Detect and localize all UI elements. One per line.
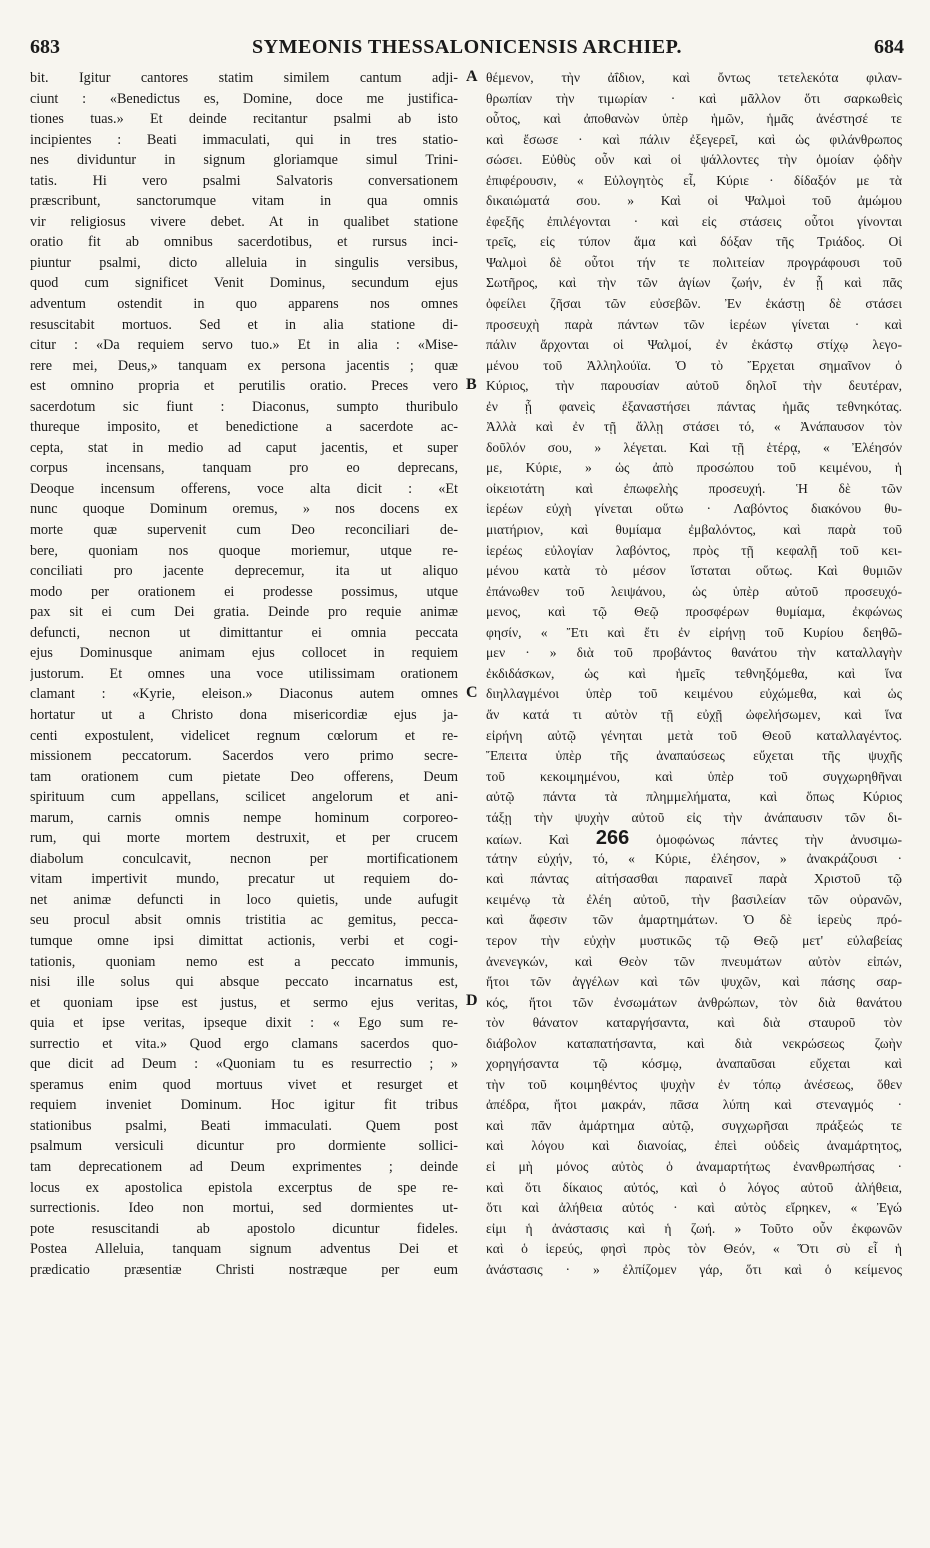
greek-text-line: φησίν, « Ἔτι καὶ ἔτι ἐν εἰρήνῃ τοῦ Κυρίου δεηθῶ- (486, 624, 902, 640)
latin-text-line: marum, carnis omnis nempe hominum corporeo- (30, 809, 458, 826)
greek-text-line: καὶ ὁ ἱερεύς, φησὶ πρὸς τὸν Θεόν, « Ὅτι σὺ εἶ ἡ (486, 1241, 902, 1257)
latin-text-line: bere, quoniam nos quoque moriemur, utque re- (30, 542, 458, 559)
greek-text-line: προσευχὴ παρὰ πάντων τῶν ἱερέων γίνεται · καὶ (486, 316, 902, 332)
latin-text-line: vitam impertivit mundo, precatur ut requiem do- (30, 871, 458, 888)
latin-text-line: defuncti, necnon ut dimittantur ei omnia peccata (30, 624, 458, 641)
latin-text-line: vir religiosus vivere debet. At in qualibet statione (30, 213, 458, 230)
latin-text-line: tam deprecationem ad Deum exprimentes ; deinde (30, 1158, 458, 1175)
latin-text-line: conciliati pro jacente deprecemur, ita ut aliquo (30, 563, 458, 580)
latin-text-line: bit. Igitur cantores statim similem cantum adji- (30, 70, 458, 86)
greek-text-line: ἱερέων εὐχὴ γίνεται οὕτω · Λαβόντος διακόνου θυ- (486, 501, 902, 517)
greek-text-line: καὶ ἄφεσιν τῶν ἁμαρτημάτων. Ὁ δὲ ἱερεὺς πρό- (486, 912, 902, 928)
greek-text-line: ἤτοι τῶν ἀγγέλων καὶ τῶν ψυχῶν, καὶ πάσης σαρ- (486, 974, 902, 990)
latin-text-line: nunc quoque Dominum oremus, » nos docens ex (30, 501, 458, 518)
greek-text-line: χορηγήσαντα τῷ κόσμῳ, ἀναπαῦσαι εὔχεται καὶ (486, 1056, 902, 1072)
greek-text-line: τοῦ κεκοιμημένου, καὶ ὑπὲρ τοῦ συγχωρηθῆναι (486, 768, 902, 784)
latin-text-line: tationis, quoniam nemo est a peccato immunis, (30, 953, 458, 970)
latin-text-line: corpus incensans, tanquam pro eo deprecans, (30, 460, 458, 477)
latin-text-line: Deoque incensum offerens, voce alta dicit : «Et (30, 480, 458, 497)
latin-text-line: tiones tuas.» Et deinde recitantur psalmi ab isto (30, 111, 458, 128)
greek-text-line: ἀπέδρα, ἤτοι μακράν, πᾶσα λύπη καὶ στεναγμός · (486, 1097, 902, 1113)
latin-text-line: centi expostulent, videlicet regnum cœlorum et re- (30, 727, 458, 744)
greek-text-line: δοῦλόν σου, » λέγεται. Καὶ τῇ ἑτέρᾳ, « Ἐλέησόν (486, 439, 902, 455)
latin-text-line: morte quæ supervenit cum Deo reconciliari de- (30, 522, 458, 539)
greek-text-line: τρεῖς, εἰς τύπον ἅμα καὶ δόξαν τῆς Τριάδος. Οἱ (486, 234, 902, 250)
latin-text-line: rum, qui morte mortem destruxit, et per crucem (30, 830, 458, 847)
margin-letter-b: B (466, 376, 477, 393)
latin-text-line: cepta, stat in medio ad caput jacentis, et super (30, 439, 458, 456)
latin-text-line: speramus enim quod mortuus vivet et resurget et (30, 1076, 458, 1093)
greek-text-line: ἐν ᾗ φανεὶς ἐξαναστήσει πάντας ἡμᾶς τεθνηκότας. (486, 398, 902, 414)
greek-text-line: Ψαλμοὶ δὲ οὗτοι τήν τε πολιτείαν προγράφουσι τοῦ (486, 254, 902, 270)
greek-text-line: μένου τοῦ Ἀλληλούϊα. Ὁ τὸ Ἔρχεται σημαῖνον ὁ (486, 357, 902, 373)
greek-text-line: μενος, καὶ τῷ Θεῷ προσφέρων θυμίαμα, ἐκφώνως (486, 604, 902, 620)
greek-text-line: καὶ πάντας αἰτήσασθαι παραινεῖ παρὰ Χριστοῦ τῷ (486, 871, 902, 887)
greek-text-line: ἐκδιδάσκων, ὡς καὶ ἡμεῖς τεθνηξόμεθα, καὶ ἵνα (486, 665, 902, 681)
greek-text-line: εἰμι ἡ ἀνάστασις καὶ ἡ ζωή. » Τοῦτο οὖν ἐκφωνῶν (486, 1220, 902, 1236)
greek-text-line: τάτην εὐχήν, τό, « Κύριε, ἐλέησον, » ἀνακράζουσι · (486, 850, 902, 866)
latin-text-line: pote resuscitandi ab apostolo dicuntur fideles. (30, 1220, 458, 1237)
greek-text-line: ἀνάστασις · » ἐλπίζομεν γάρ, ὅτι καὶ ὁ κείμενος (486, 1261, 902, 1277)
greek-text-line: θρωπίαν τὴν τιμωρίαν · καὶ μᾶλλον ὅτι σαρκωθεὶς (486, 90, 902, 106)
latin-text-line: modo per orationem ei prodesse possimus, utque (30, 583, 458, 600)
latin-text-line: thureque imposito, et benedictione a sacerdote ac- (30, 419, 458, 436)
greek-text-line: καίων. Καὶ 266 ὁμοφώνως πάντες τὴν ἀνυσιμω- (486, 828, 902, 849)
latin-column (30, 68, 458, 1280)
greek-text-line: εἰρήνη αὐτῷ γένηται μετὰ τοῦ Θεοῦ καταλλαγέντος. (486, 727, 902, 743)
greek-column (486, 68, 902, 1280)
latin-text-line: nes dividuntur in signum gloriamque simul Trini- (30, 152, 458, 169)
greek-text-line: καὶ ἔσωσε · καὶ πάλιν ἐξεγερεῖ, καὶ ὡς φιλάνθρωπος (486, 131, 902, 147)
latin-text-line: adventum ostendit in quo apparens nos omnes (30, 296, 458, 313)
latin-text-line: Postea Alleluia, tanquam signum adventus Dei et (30, 1241, 458, 1258)
latin-text-line: præscribunt, sanctorumque vitam in qua omnis (30, 193, 458, 210)
greek-text-line: οἰκειοτάτη καὶ ἐπωφελὴς προσευχή. Ἡ δὲ τῶν (486, 480, 902, 496)
greek-text-line: Ἔπειτα ὑπὲρ τῆς ἀναπαύσεως εὔχεται τῆς ψυχῆς (486, 748, 902, 764)
latin-text-line: est omnino propria et perutilis oratio. Preces vero (30, 378, 458, 395)
greek-text-line: τὴν τοῦ κοιμηθέντος ψυχὴν ἐν τόπῳ ἀνέσεως, ὅθεν (486, 1076, 902, 1092)
latin-text-line: quia et ipse veritas, ipseque dixit : « Ego sum re- (30, 1015, 458, 1032)
latin-text-line: diabolum conculcavit, necnon per mortificationem (30, 850, 458, 867)
greek-text-line: Σωτῆρος, καὶ τὴν τῶν ἁγίων ζωήν, ἐν ᾗ καὶ πᾶς (486, 275, 902, 291)
latin-text-line: surrectio et vita.» Quod ergo clamans sacerdos quo- (30, 1035, 458, 1052)
greek-text-line: καὶ λόγου καὶ διανοίας, ἐπεὶ οὐδεὶς ἀναμάρτητος, (486, 1138, 902, 1154)
greek-text-line: με, Κύριε, » ὡς ἀπὸ προσώπου τοῦ κειμένου, ἡ (486, 460, 902, 476)
latin-text-line: net animæ defuncti in loco quietis, unde aufugit (30, 891, 458, 908)
greek-text-line: ἄν κατά τι αὐτὸν τῇ εὐχῇ ὠφελήσωμεν, καὶ ἵνα (486, 706, 902, 722)
latin-text-line: que dicit ad Deum : «Quoniam tu es resurrectio ; » (30, 1056, 458, 1073)
greek-text-line: διάβολον καταπατήσαντα, καὶ διὰ νεκρώσεως ζωὴν (486, 1035, 902, 1051)
latin-text-line: nisi ille solus qui absque peccato incarnatus est, (30, 974, 458, 991)
greek-text-line: ἱερέως εὐλογίαν λαβόντος, πρὸς τῇ κεφαλῇ τοῦ κει- (486, 542, 902, 558)
latin-text-line: citur : «Da requiem servo tuo.» Et in alia : «Mise- (30, 337, 458, 354)
latin-text-line: missionem peccatorum. Sacerdos vero primo secre- (30, 748, 458, 765)
greek-text-line: ὀφείλει ζῆσαι τῶν εὐσεβῶν. Ἐν ἑκάστῃ δὲ στάσει (486, 296, 902, 312)
latin-text-line: surrectionis. Ideo non mortui, sed dormientes ut- (30, 1200, 458, 1217)
greek-text-line: σώσει. Εὐθὺς οὖν καὶ οἱ ψάλλοντες τὴν ὁμοίαν ᾠδὴν (486, 152, 902, 168)
latin-text-line: oratio fit ab omnibus sacerdotibus, et rursus inci- (30, 234, 458, 251)
greek-text-line: ἐπάνωθεν τοῦ λειψάνου, ὡς ὑπὲρ αὐτοῦ προσευχό- (486, 583, 902, 599)
latin-text-line: justorum. Et omnes una voce utilissimam orationem (30, 665, 458, 682)
latin-text-line: resuscitabit mortuos. Sed et in alia statione di- (30, 316, 458, 333)
latin-text-line: clamant : «Kyrie, eleison.» Diaconus autem omnes (30, 686, 458, 703)
latin-text-line: requiem inveniet Dominum. Hoc igitur fit tribus (30, 1097, 458, 1114)
greek-text-line: ἀνενεγκών, καὶ Θεὸν τῶν πνευμάτων αὐτὸν εἰπών, (486, 953, 902, 969)
latin-text-line: quod cum significet Venit Dominus, secundum ejus (30, 275, 458, 292)
latin-text-line: piuntur psalmi, dicto alleluia in singulis versibus, (30, 254, 458, 271)
margin-letter-c: C (466, 684, 478, 701)
latin-text-line: sacerdotum sic fiunt : Diaconus, sumpto thuribulo (30, 398, 458, 415)
latin-text-line: incipientes : Beati immaculati, qui in tres statio- (30, 131, 458, 148)
latin-text-line: seu procul absit omnis tristitia ac gemitus, pecca- (30, 912, 458, 929)
latin-text-line: pax sit ei cum Dei gratia. Deinde pro requie animæ (30, 604, 458, 621)
latin-text-line: hortatur ut a Christo dona misericordiæ ejus ja- (30, 706, 458, 723)
latin-text-line: spirituum cum appellans, scilicet angelorum et ani- (30, 789, 458, 806)
greek-text-line: οὗτος, καὶ ἀποθανὼν ὑπὲρ ἡμῶν, ἡμᾶς ἀνέστησέ τε (486, 111, 902, 127)
latin-text-line: rere mei, Deus,» tanquam ex persona jacentis ; quæ (30, 357, 458, 374)
greek-text-line: αὐτῷ πάντα τὰ πλημμελήματα, καὶ ὅπως Κύριος (486, 789, 902, 805)
latin-text-line: prædicatio præsentiæ Christi nostræque per eum (30, 1261, 458, 1278)
greek-text-line: ἐφεξῆς ἐπιλέγονται · καὶ εἰς στάσεις οὗτοι γίνονται (486, 213, 902, 229)
greek-text-line: τερον τὴν εὐχὴν μυστικῶς τῷ Θεῷ μετ' εὐλαβείας (486, 932, 902, 948)
greek-text-line: Ἀλλὰ καὶ ἐν τῇ ἄλλῃ στάσει τό, « Ἀνάπαυσον τὸν (486, 419, 902, 435)
margin-letter-a: A (466, 68, 478, 85)
greek-text-line: μιατήριον, καὶ θυμίαμα ἐμβαλόντος, καὶ παρὰ τοῦ (486, 522, 902, 538)
greek-text-line: καὶ ὅτι δίκαιος αὐτός, καὶ ὁ λόγος αὐτοῦ ἀλήθεια, (486, 1179, 902, 1195)
left-page-number: 683 (30, 36, 60, 58)
greek-text-line: ὅτι καὶ ἀλήθεια αὐτός · καὶ αὐτὸς εἴρηκεν, « Ἐγώ (486, 1200, 902, 1216)
greek-text-line: εἰ μὴ μόνος αὐτὸς ὁ ἀναμαρτήτως ἐνανθρωπήσας · (486, 1158, 902, 1174)
greek-text-line: πάλιν ἄρχονται οἱ Ψαλμοί, ἐν ἑκάστῳ στίχῳ λεγο- (486, 337, 902, 353)
greek-text-line: θέμενον, τὴν ἀΐδιον, καὶ ὄντως τετελεκότα φιλαν- (486, 70, 902, 85)
greek-text-line: δικαιώματά σου. » Καὶ οἱ Ψαλμοὶ τοῦ ἀμώμου (486, 193, 902, 209)
latin-text-line: ciunt : «Benedictus es, Domine, doce me justifica- (30, 90, 458, 107)
right-page-number: 684 (874, 36, 904, 58)
greek-text-line: καὶ πᾶν ἁμάρτημα αὐτῷ, συγχωρῆσαι πράξεώς τε (486, 1117, 902, 1133)
margin-letter-d: D (466, 992, 478, 1009)
latin-text-line: et quoniam ipse est justus, et sermo ejus veritas, (30, 994, 458, 1011)
latin-text-line: locus ex apostolica epistola excerptus de spe re- (30, 1179, 458, 1196)
greek-text-line: κειμένῳ τὰ ἐλέη αὐτοῦ, τὴν βασιλείαν τῶν οὐρανῶν, (486, 891, 902, 907)
greek-text-line: μένου κατὰ τὸ μέσον ἵσταται οὕτως. Καὶ θυμιῶν (486, 563, 902, 579)
latin-text-line: psalmum versiculi dicuntur pro dormiente sollici- (30, 1138, 458, 1155)
column-number-marker: 266 (595, 828, 630, 849)
page-header (30, 36, 904, 66)
greek-text-line: μεν · » διὰ τοῦ προβάντος θανάτου τὴν καταλλαγὴν (486, 645, 902, 661)
greek-text-line: Κύριος, τὴν παρουσίαν αὐτοῦ δηλοῖ τὴν δευτέραν, (486, 378, 902, 394)
greek-text-line: τὸν θάνατον καταργήσαντα, καὶ διὰ σταυροῦ τὸν (486, 1015, 902, 1031)
running-title: SYMEONIS THESSALONICENSIS ARCHIEP. (252, 36, 682, 58)
latin-text-line: ejus Dominusque animam ejus collocet in requiem (30, 645, 458, 662)
greek-text-line: τάξῃ τὴν ψυχὴν αὐτοῦ εἰς τὴν ἀνάπαυσιν τῶν δι- (486, 809, 902, 825)
greek-text-line: διηλλαγμένοι ὑπὲρ τοῦ κειμένου εὐχώμεθα, καὶ ὡς (486, 686, 902, 702)
greek-text-line: ἐπιφέρουσιν, « Εὐλογητὸς εἶ, Κύριε · δίδαξόν με τὰ (486, 172, 902, 188)
latin-text-line: tatis. Hi vero psalmi Salvatoris conversationem (30, 172, 458, 189)
latin-text-line: tam orationem cum pietate Deo offerens, Deum (30, 768, 458, 785)
greek-text-line: κός, ἤτοι τῶν ἐνσωμάτων ἀνθρώπων, τὸν διὰ θανάτου (486, 994, 902, 1010)
latin-text-line: stationibus psalmi, Beati immaculati. Quem post (30, 1117, 458, 1134)
latin-text-line: tumque omne ipsi dimittat actionis, verbi et cogi- (30, 932, 458, 949)
